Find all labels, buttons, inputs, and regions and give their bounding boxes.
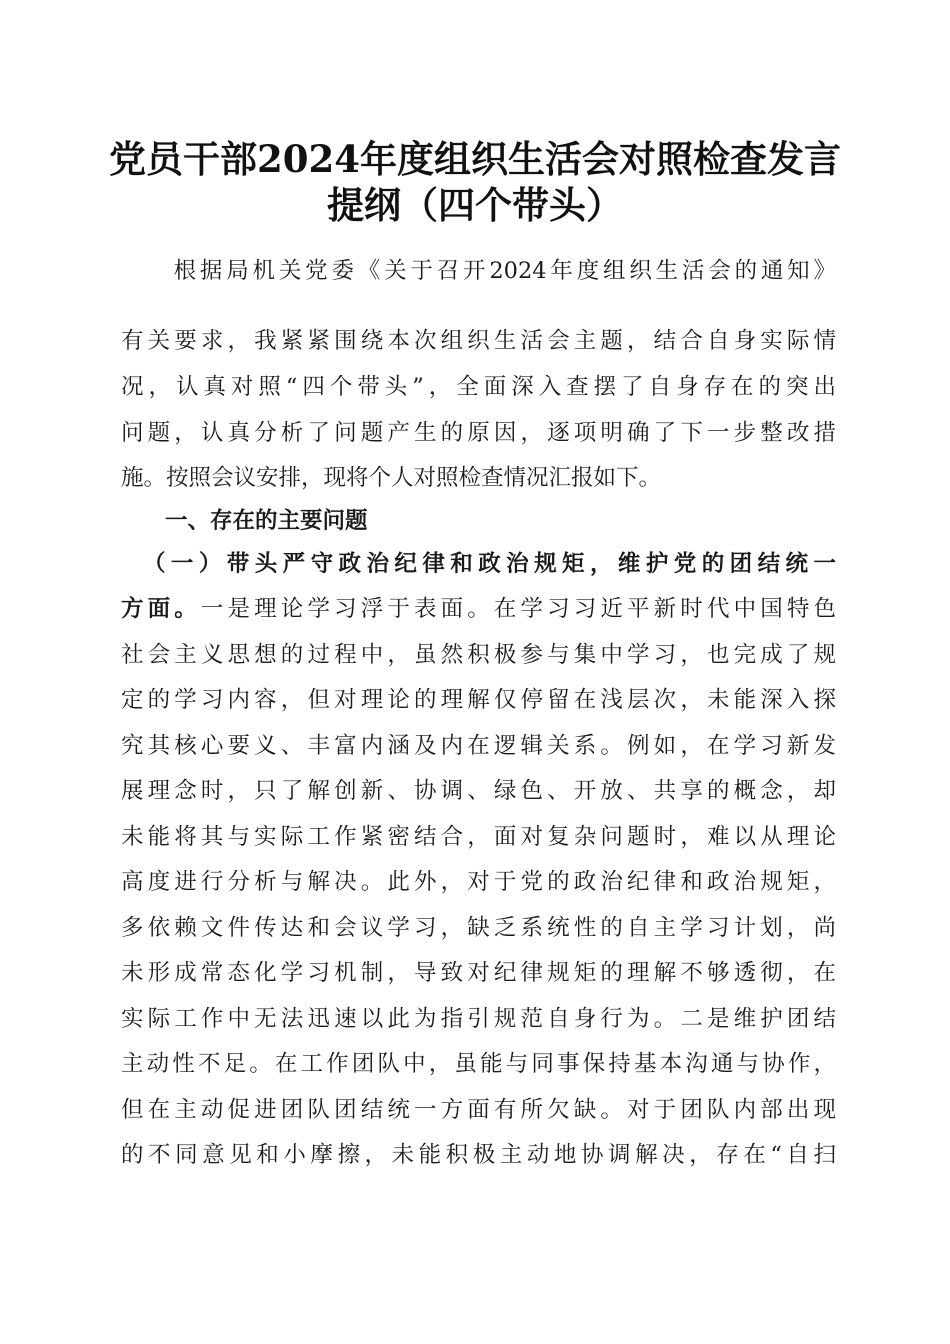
subsection-1-line-6: 展理念时，只了解创新、协调、绿色、开放、共享的概念，却	[121, 778, 836, 804]
subsection-1-line-3: 社会主义思想的过程中，虽然积极参与集中学习，也完成了规	[121, 642, 836, 668]
intro-paragraph-line-1: 根据局机关党委《关于召开2024年度组织生活会的通知》	[121, 258, 836, 284]
subsection-1-heading-line-1	[143, 549, 836, 579]
document-title-line-2: 提纲（四个带头）	[327, 183, 623, 227]
subsection-1-line-4: 定的学习内容，但对理论的理解仅停留在浅层次，未能深入探	[121, 687, 836, 713]
document-title-line-1: 党员干部2024年度组织生活会对照检查发言	[109, 137, 841, 181]
intro-paragraph-line-5: 施。按照会议安排，现将个人对照检查情况汇报如下。	[121, 465, 662, 491]
section-heading-main-problems: 一、存在的主要问题	[165, 508, 368, 534]
subsection-1-line-8: 高度进行分析与解决。此外，对于党的政治纪律和政治规矩，	[121, 869, 836, 895]
intro-paragraph-line-2: 有关要求，我紧紧围绕本次组织生活会主题，结合自身实际情	[121, 328, 836, 354]
subsection-1-line-2	[121, 594, 836, 624]
subsection-1-line-9: 多依赖文件传达和会议学习，缺乏系统性的自主学习计划，尚	[121, 915, 836, 941]
subsection-1-line-11: 实际工作中无法迅速以此为指引规范自身行为。二是维护团结	[121, 1006, 836, 1032]
subsection-1-line-13: 但在主动促进团队团结统一方面有所欠缺。对于团队内部出现	[121, 1097, 836, 1123]
subsection-1-heading-tail: 方面。	[121, 596, 201, 622]
subsection-1-heading-text: （一）带头严守政治纪律和政治规矩，维护党的团结统一	[143, 551, 836, 577]
subsection-1-line-12: 主动性不足。在工作团队中，虽能与同事保持基本沟通与协作，	[121, 1051, 836, 1077]
subsection-1-line-10: 未形成常态化学习机制，导致对纪律规矩的理解不够透彻，在	[121, 960, 836, 986]
subsection-1-line-7: 未能将其与实际工作紧密结合，面对复杂问题时，难以从理论	[121, 824, 836, 850]
subsection-1-line-5: 究其核心要义、丰富内涵及内在逻辑关系。例如，在学习新发	[121, 733, 836, 759]
subsection-1-line-14: 的不同意见和小摩擦，未能积极主动地协调解决，存在“自扫	[121, 1142, 836, 1168]
intro-paragraph-line-4: 问题，认真分析了问题产生的原因，逐项明确了下一步整改措	[121, 420, 836, 446]
subsection-1-line-2-text: 一是理论学习浮于表面。在学习习近平新时代中国特色	[200, 596, 836, 622]
intro-paragraph-line-3: 况，认真对照“四个带头”，全面深入查摆了自身存在的突出	[121, 374, 836, 400]
